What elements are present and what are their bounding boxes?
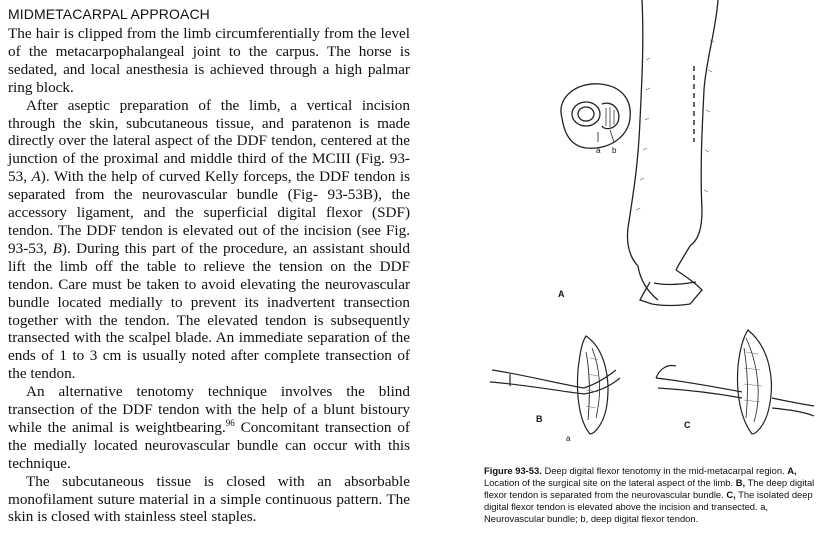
label-b-top: b [612,146,617,155]
paragraph-1: The hair is clipped from the limb circumferentially from the level of the metacarpophalangeal joint to the carpus. The horse is sedated, and local anesthesia is achieved through a high palmar ring block. [8,25,410,96]
body-text [8,25,410,526]
label-B: B [536,414,543,424]
paragraph-3: An alternative tenotomy technique involves the blind transection of the DDF tendon with the help of a blunt bistoury while the animal is weightbearing.$^{96}$ Concomitant transection of the medially located neurovascular bundle can occur with this technique. [8,383,410,472]
surgery-illustration [480,318,822,458]
caption-title: Figure 93-53. [484,465,542,476]
figure-caption: Figure 93-53. Deep digital flexor tenotomy in the mid-metacarpal region. A, Location of the surgical site on the lateral aspect of the limb. B, The deep digital flexor tendon is separated from the neurovascular bundle. C, The isolated deep digital flexor tendon is elevated above the incision and transected. a, Neurovascular bundle; b, deep digital flexor tendon. [484,465,815,524]
label-A: A [558,289,565,299]
paragraph-4: The subcutaneous tissue is closed with an absorbable monofilament suture material in a simple continuous pattern. The skin is closed with stainless steel staples. [8,472,410,526]
figure-a-limb [480,0,822,310]
reference-superscript: 96 [225,417,235,428]
label-C: C [684,420,691,430]
label-a-top: a [596,146,601,155]
figure-bc-surgery [480,318,822,458]
section-heading: MIDMETACARPAL APPROACH [8,6,210,22]
paragraph-2: After aseptic preparation of the limb, a vertical incision through the skin, subcutaneous tissue, and paratenon is made directly over the lateral aspect of the DDF tendon, centered at the junction of the proximal and middle third of the MCIII (Fig. 93-53, A). With the help of curved Kelly forceps, the DDF tendon is separated from the neurovascular bundle (Fig- 93-53B), the accessory ligament, and the superficial digital flexor (SDF) tendon. The DDF tendon is elevated out of the incision (see Fig. 93-53, B). During this part of the procedure, an assistant should lift the limb off the table to relieve the tension on the DDF tendon. Care must be taken to avoid elevating the neurovascular bundle located medially to prevent its inadvertent transection together with the tendon. The elevated tendon is subsequently transected with the scalpel blade. An immediate separation of the ends of 1 to 3 cm is usually noted after complete transection of the tendon. [8,96,411,383]
limb-illustration [480,0,822,310]
label-a-bottom: a [566,434,571,443]
